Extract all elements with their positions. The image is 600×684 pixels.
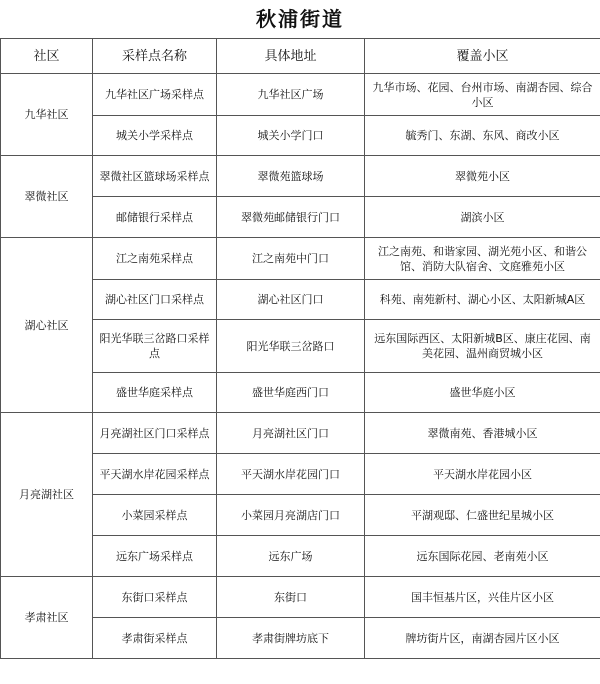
sampling-point-cell: 盛世华庭采样点	[93, 373, 217, 413]
table-row	[1, 74, 600, 116]
sampling-points-table	[0, 38, 600, 659]
header-community: 社区	[1, 39, 93, 74]
sampling-point-cell: 翠微社区篮球场采样点	[93, 156, 217, 197]
coverage-cell: 湖滨小区	[365, 197, 600, 238]
address-cell: 九华社区广场	[217, 74, 365, 116]
community-cell: 九华社区	[1, 74, 93, 156]
community-cell: 湖心社区	[1, 238, 93, 413]
coverage-cell: 平湖观邸、仁盛世纪星城小区	[365, 495, 600, 536]
address-cell: 城关小学门口	[217, 116, 365, 156]
header-coverage: 覆盖小区	[365, 39, 600, 74]
table-row	[1, 413, 600, 454]
table-header-row	[1, 39, 600, 74]
table-row	[1, 577, 600, 618]
sampling-point-cell: 远东广场采样点	[93, 536, 217, 577]
header-address: 具体地址	[217, 39, 365, 74]
sampling-point-cell: 江之南苑采样点	[93, 238, 217, 280]
coverage-cell: 平天湖水岸花园小区	[365, 454, 600, 495]
address-cell: 江之南苑中门口	[217, 238, 365, 280]
community-cell: 月亮湖社区	[1, 413, 93, 577]
coverage-cell: 翠微苑小区	[365, 156, 600, 197]
address-cell: 远东广场	[217, 536, 365, 577]
address-cell: 阳光华联三岔路口	[217, 320, 365, 373]
coverage-cell: 九华市场、花园、台州市场、南湖杏园、综合小区	[365, 74, 600, 116]
coverage-cell: 毓秀门、东湖、东风、商改小区	[365, 116, 600, 156]
coverage-cell: 远东国际西区、太阳新城B区、康庄花园、南美花园、温州商贸城小区	[365, 320, 600, 373]
address-cell: 翠微苑篮球场	[217, 156, 365, 197]
community-cell: 翠微社区	[1, 156, 93, 238]
sampling-point-cell: 九华社区广场采样点	[93, 74, 217, 116]
sampling-point-cell: 阳光华联三岔路口采样点	[93, 320, 217, 373]
address-cell: 月亮湖社区门口	[217, 413, 365, 454]
community-cell: 孝肃社区	[1, 577, 93, 659]
sampling-point-cell: 城关小学采样点	[93, 116, 217, 156]
header-sampling-point: 采样点名称	[93, 39, 217, 74]
coverage-cell: 科苑、南苑新村、湖心小区、太阳新城A区	[365, 280, 600, 320]
coverage-cell: 翠微南苑、香港城小区	[365, 413, 600, 454]
table-row	[1, 156, 600, 197]
coverage-cell: 盛世华庭小区	[365, 373, 600, 413]
coverage-cell: 远东国际花园、老南苑小区	[365, 536, 600, 577]
table-row	[1, 238, 600, 280]
coverage-cell: 江之南苑、和谐家园、湖光苑小区、和谐公馆、消防大队宿舍、文庭雅苑小区	[365, 238, 600, 280]
table-body	[1, 74, 600, 659]
sampling-point-cell: 平天湖水岸花园采样点	[93, 454, 217, 495]
address-cell: 盛世华庭西门口	[217, 373, 365, 413]
address-cell: 孝肃街牌坊底下	[217, 618, 365, 659]
sampling-point-cell: 月亮湖社区门口采样点	[93, 413, 217, 454]
sampling-point-cell: 东街口采样点	[93, 577, 217, 618]
sampling-point-cell: 孝肃街采样点	[93, 618, 217, 659]
address-cell: 小菜园月亮湖店门口	[217, 495, 365, 536]
sampling-point-cell: 邮储银行采样点	[93, 197, 217, 238]
coverage-cell: 牌坊街片区，南湖杏园片区小区	[365, 618, 600, 659]
sampling-point-cell: 湖心社区门口采样点	[93, 280, 217, 320]
address-cell: 平天湖水岸花园门口	[217, 454, 365, 495]
coverage-cell: 国丰恒基片区，兴佳片区小区	[365, 577, 600, 618]
address-cell: 东街口	[217, 577, 365, 618]
address-cell: 湖心社区门口	[217, 280, 365, 320]
page-title: 秋浦街道	[256, 7, 344, 31]
address-cell: 翠微苑邮储银行门口	[217, 197, 365, 238]
sampling-point-cell: 小菜园采样点	[93, 495, 217, 536]
